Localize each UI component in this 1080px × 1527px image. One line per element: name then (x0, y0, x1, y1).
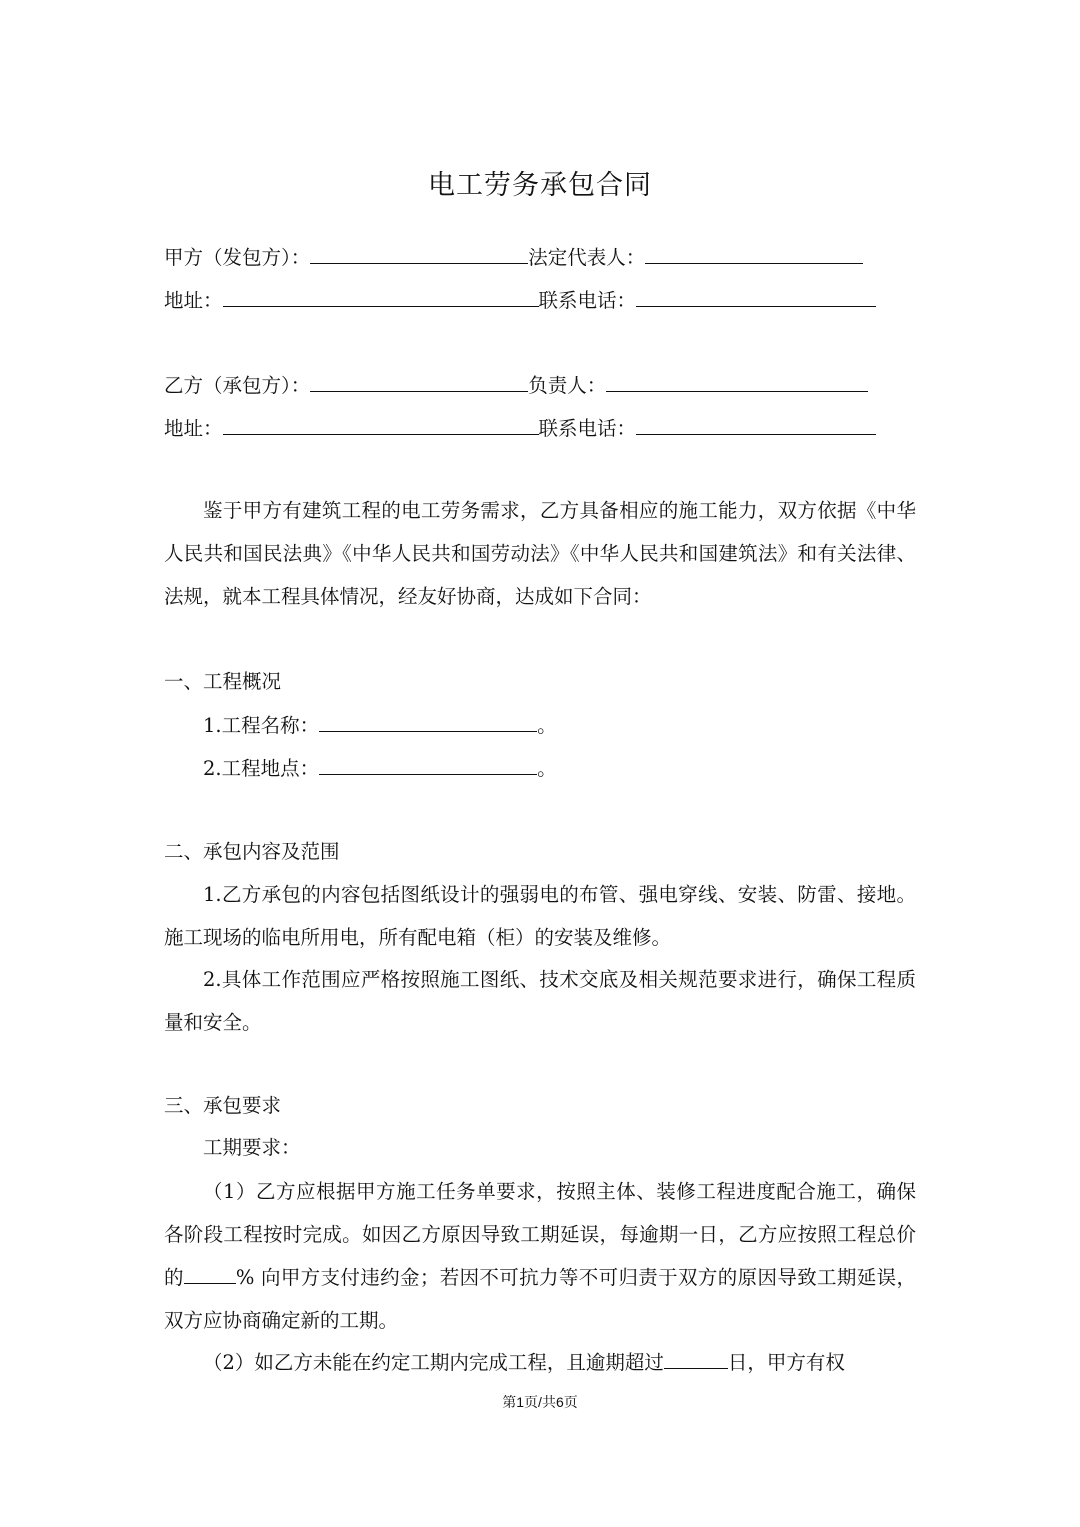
penalty-text-a: （1）乙方应根据甲方施工任务单要求，按照主体、装修工程进度配合施工，确保各阶段工程按时完成。如因乙方原因导致工期延误，每逾期一日，乙方应按照工程总价的 (164, 1180, 916, 1289)
party-a-address-line (164, 284, 876, 316)
section2-heading: 二、承包内容及范围 (164, 840, 340, 863)
party-b-rep-blank (606, 369, 868, 392)
party-b-phone-label: 联系电话： (538, 417, 637, 440)
section3-heading: 三、承包要求 (164, 1094, 282, 1117)
project-name-line (203, 709, 557, 741)
party-a-phone-blank (636, 284, 876, 307)
penalty-text-b: % 向甲方支付违约金；若因不可抗力等不可归责于双方的原因导致工期延误，双方应协商确定新的工期。 (164, 1266, 916, 1332)
party-b-label: 乙方（承包方）： (164, 374, 311, 397)
project-name-end: 。 (537, 714, 557, 737)
party-a-line (164, 241, 863, 273)
party-b-blank (310, 369, 528, 392)
overdue-text-a: （2）如乙方未能在约定工期内完成工程，且逾期超过 (203, 1351, 664, 1374)
party-a-blank (310, 241, 528, 264)
overdue-days-blank (664, 1346, 728, 1369)
party-a-rep-label: 法定代表人： (528, 246, 646, 269)
party-b-address-label: 地址： (164, 417, 223, 440)
party-b-address-line (164, 412, 876, 444)
party-a-rep-blank (645, 241, 863, 264)
section1-heading: 一、工程概况 (164, 670, 282, 693)
penalty-rate-blank (184, 1261, 236, 1284)
party-a-address-blank (223, 284, 539, 307)
project-location-end: 。 (537, 757, 557, 780)
party-b-rep-label: 负责人： (528, 374, 607, 397)
party-a-label: 甲方（发包方）： (164, 246, 311, 269)
overdue-text-b: 日，甲方有权 (727, 1351, 845, 1374)
page-number: 第1页/共6页 (502, 1394, 578, 1410)
preamble-paragraph: 鉴于甲方有建筑工程的电工劳务需求，乙方具备相应的施工能力，双方依据《中华人民共和国民法典》《中华人民共和国劳动法》《中华人民共和国建筑法》和有关法律、法规，就本工程具体情况，经友好协商，达成如下合同： (164, 499, 916, 608)
section2-paragraph-2: 2.具体工作范围应严格按照施工图纸、技术交底及相关规范要求进行，确保工程质量和安全。 (164, 968, 916, 1034)
party-b-phone-blank (636, 412, 876, 435)
project-location-line (203, 752, 557, 784)
project-location-label: 2.工程地点： (203, 757, 320, 780)
project-name-label: 1.工程名称： (203, 714, 320, 737)
schedule-subheading: 工期要求： (203, 1136, 301, 1159)
party-b-address-blank (223, 412, 539, 435)
project-location-blank (319, 752, 537, 775)
party-a-address-label: 地址： (164, 289, 223, 312)
party-b-line (164, 369, 868, 401)
section2-paragraph-1: 1.乙方承包的内容包括图纸设计的强弱电的布管、强电穿线、安装、防雷、接地。施工现场的临电所用电，所有配电箱（柜）的安装及维修。 (164, 883, 916, 949)
section3-paragraph-1 (164, 1170, 916, 1342)
section3-paragraph-2 (164, 1341, 916, 1384)
document-title: 电工劳务承包合同 (428, 170, 652, 201)
project-name-blank (319, 709, 537, 732)
party-a-phone-label: 联系电话： (538, 289, 637, 312)
